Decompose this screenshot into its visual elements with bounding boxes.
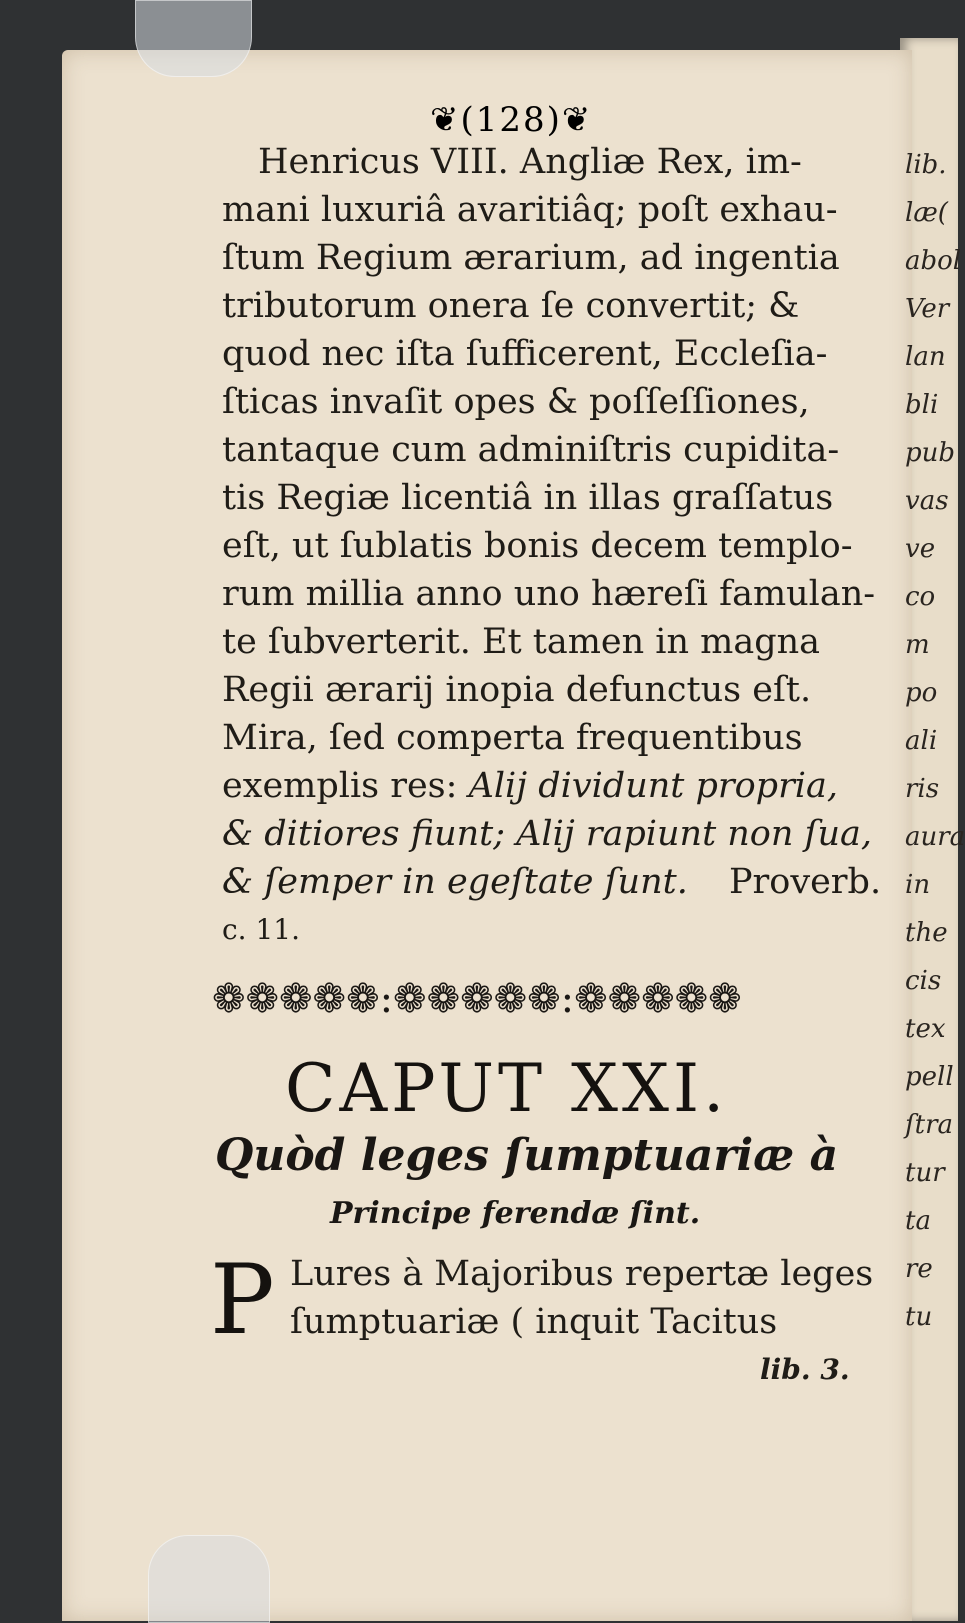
edge-fragment: lib. — [905, 150, 947, 180]
edge-fragment: ve — [905, 534, 936, 564]
text-line: ſumptuariæ ( inquit Tacitus — [290, 1302, 778, 1342]
text-line: Lures à Majoribus repertæ leges — [290, 1254, 874, 1294]
edge-fragment: tur — [905, 1158, 945, 1188]
edge-fragment: ali — [905, 726, 938, 756]
edge-fragment: pub — [905, 438, 956, 468]
text-line: eſt, ut ſublatis bonis decem templo- — [222, 526, 853, 566]
text-line: Henricus VIII. Angliæ Rex, im- — [258, 142, 802, 182]
edge-fragment: bli — [905, 390, 939, 420]
edge-fragment: m — [905, 630, 930, 660]
edge-fragment: ſtra — [905, 1110, 954, 1140]
text-line: c. 11. — [222, 913, 301, 946]
edge-fragment: Ver — [905, 294, 950, 324]
text-line: te ſubverterit. Et tamen in magna — [222, 622, 821, 662]
edge-fragment: lan — [905, 342, 946, 372]
text-line: Regii ærarij inopia defunctus eſt. — [222, 670, 812, 710]
text-line-mixed — [222, 862, 881, 902]
edge-fragment: ta — [905, 1206, 931, 1236]
edge-fragment: pell — [905, 1062, 954, 1092]
edge-fragment: tex — [905, 1014, 946, 1044]
edge-fragment: tu — [905, 1302, 933, 1332]
edge-fragment: aura — [905, 822, 965, 852]
text-line: ſtum Regium ærarium, ad ingentia — [222, 238, 840, 278]
text-line-quote — [222, 766, 838, 806]
text-line: Mira, ſed comperta frequentibus — [222, 718, 803, 758]
edge-fragment: ris — [905, 774, 940, 804]
edge-fragment: læ( — [905, 198, 948, 228]
edge-fragment: cis — [905, 966, 942, 996]
text-run: Proverb. — [728, 862, 882, 902]
page-clip-bottom — [148, 1535, 270, 1623]
text-line: tis Regiæ licentiâ in illas graſſatus — [222, 478, 834, 518]
edge-fragment: in — [905, 870, 931, 900]
text-run: exemplis res: — [222, 766, 458, 806]
page-header: ❦(128)❦ — [430, 100, 593, 140]
text-line: mani luxuriâ avaritiâq; poſt exhau- — [222, 190, 838, 230]
ornament-rule: ❁❁❁❁❁:❁❁❁❁❁:❁❁❁❁❁ — [212, 976, 742, 1022]
text-line: tantaque cum adminiſtris cupidita- — [222, 430, 840, 470]
text-run-italic: & ſemper in egeſtate ſunt. — [222, 862, 688, 902]
chapter-subtitle-2: Principe ferendæ ſint. — [330, 1196, 701, 1231]
edge-fragment: re — [905, 1254, 933, 1284]
chapter-subtitle: Quòd leges ſumptuariæ à — [215, 1130, 839, 1181]
page-clip-top — [135, 0, 252, 77]
edge-fragment: abol — [905, 246, 962, 276]
text-run-italic: Alij dividunt propria, — [468, 766, 838, 806]
edge-fragment: vas — [905, 486, 949, 516]
edge-fragment: co — [905, 582, 936, 612]
text-line: quod nec iſta ſufficerent, Eccleſia- — [222, 334, 828, 374]
catchword: lib. 3. — [760, 1353, 850, 1386]
drop-cap: P — [210, 1244, 275, 1356]
text-line: rum millia anno uno hæreſi famulan- — [222, 574, 876, 614]
edge-fragment: po — [905, 678, 938, 708]
text-line: tributorum onera ſe convertit; & — [222, 286, 800, 326]
edge-fragment: the — [905, 918, 948, 948]
chapter-heading: CAPUT XXI. — [285, 1050, 729, 1127]
text-line: ſticas invaſit opes & poſſeſſiones, — [222, 382, 810, 422]
text-line-italic: & ditiores fiunt; Alij rapiunt non ſua, — [222, 814, 873, 854]
